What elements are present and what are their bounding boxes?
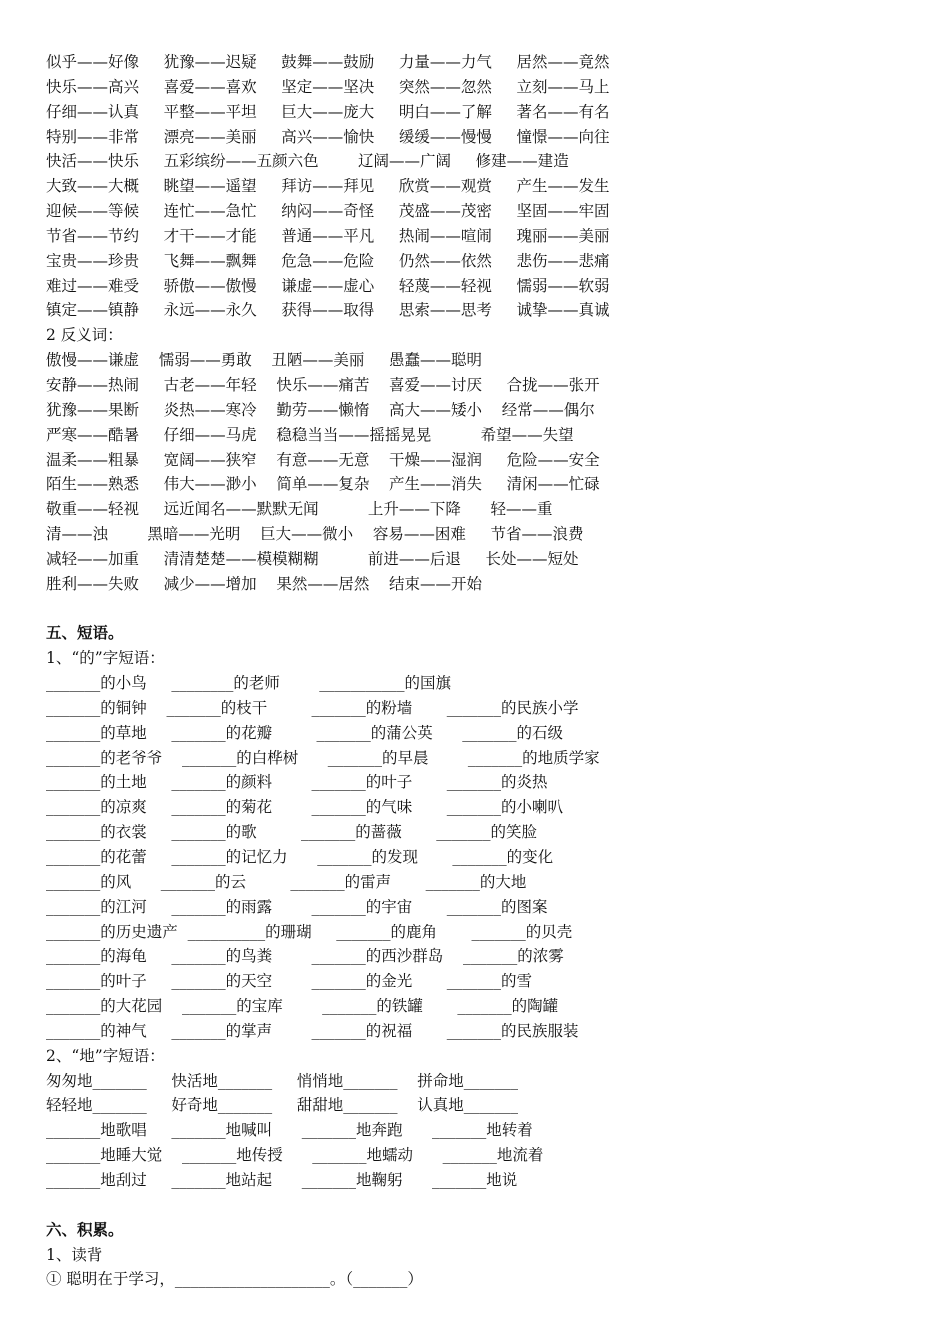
di-phrase-row: _______地刮过 _______地站起 _______地鞠躬 _______地说 <box>46 1170 518 1189</box>
section-five-heading: 五、短语。 <box>46 623 124 643</box>
di-phrase-row: _______地睡大觉 _______地传授 _______地蠕动 _______地流着 <box>46 1146 544 1165</box>
antonym-row: 严寒——酷暑 仔细——马虎 稳稳当当——摇摇晃晃 希望——失望 <box>46 425 574 444</box>
de-phrase-row: _______的铜钟 _______的枝干 _______的粉墙 _______的民族小学 <box>46 698 579 717</box>
de-phrase-row: _______的土地 _______的颜料 _______的叶子 _______的炎热 <box>46 773 548 792</box>
synonym-row: 快乐——高兴 喜爱——喜欢 坚定——坚决 突然——忽然 立刻——马上 <box>46 77 610 96</box>
antonym-row: 敬重——轻视 远近闻名——默默无闻 上升——下降 轻——重 <box>46 500 553 519</box>
antonym-row: 陌生——熟悉 伟大——渺小 简单——复杂 产生——消失 清闲——忙碌 <box>46 475 600 494</box>
antonym-row: 犹豫——果断 炎热——寒冷 勤劳——懒惰 高大——矮小 经常——偶尔 <box>46 400 595 419</box>
di-phrase-row: 匆匆地_______ 快活地_______ 悄悄地_______ 拼命地_______ <box>46 1071 518 1090</box>
synonym-row: 节省——节约 才干——才能 普通——平凡 热闹——喧闹 瑰丽——美丽 <box>46 226 610 245</box>
section-six-heading: 六、积累。 <box>46 1219 124 1239</box>
reading-fill-line: ① 聪明在于学习，____________________。（_______） <box>46 1270 423 1289</box>
synonym-row: 难过——难受 骄傲——傲慢 谦虚——虚心 轻蔑——轻视 懦弱——软弱 <box>46 276 610 295</box>
synonym-row: 迎候——等候 连忙——急忙 纳闷——奇怪 茂盛——茂密 坚固——牢固 <box>46 202 610 221</box>
antonyms-heading: 2 反义词： <box>46 326 123 345</box>
antonym-row: 温柔——粗暴 宽阔——狭窄 有意——无意 干燥——湿润 危险——安全 <box>46 450 600 469</box>
spacer <box>46 1193 926 1218</box>
di-phrase-list <box>46 1069 926 1193</box>
antonym-row: 安静——热闹 古老——年轻 快乐——痛苦 喜爱——讨厌 合拢——张开 <box>46 375 600 394</box>
antonym-list <box>46 348 926 596</box>
di-phrase-row: 轻轻地_______ 好奇地_______ 甜甜地_______ 认真地_______ <box>46 1096 518 1115</box>
de-phrase-row: _______的草地 _______的花瓣 _______的蒲公英 _______的石级 <box>46 723 564 742</box>
de-phrase-list <box>46 671 926 1044</box>
di-phrases-heading: 2、“地”字短语： <box>46 1046 165 1065</box>
de-phrase-row: _______的风 _______的云 _______的雷声 _______的大地 <box>46 872 527 891</box>
synonym-row: 仔细——认真 平整——平坦 巨大——庞大 明白——了解 著名——有名 <box>46 102 610 121</box>
de-phrase-row: _______的小鸟 ________的老师 ___________的国旗 <box>46 674 452 693</box>
synonym-row: 大致——大概 眺望——遥望 拜访——拜见 欣赏——观赏 产生——发生 <box>46 177 610 196</box>
synonym-row: 镇定——镇静 永远——永久 获得——取得 思索——思考 诚挚——真诚 <box>46 301 610 320</box>
spacer <box>46 597 926 622</box>
reading-heading: 1、读背 <box>46 1245 103 1264</box>
document-page <box>46 50 926 1292</box>
de-phrase-row: _______的神气 _______的掌声 _______的祝福 _______的民族服装 <box>46 1021 579 1040</box>
synonym-list <box>46 50 926 323</box>
antonym-row: 清——浊 黑暗——光明 巨大——微小 容易——困难 节省——浪费 <box>46 525 584 544</box>
synonym-row: 似乎——好像 犹豫——迟疑 鼓舞——鼓励 力量——力气 居然——竟然 <box>46 53 610 71</box>
de-phrase-row: _______的历史遗产 __________的珊瑚 _______的鹿角 _______的贝壳 <box>46 922 573 941</box>
de-phrases-heading: 1、“的”字短语： <box>46 649 165 668</box>
de-phrase-row: _______的花蕾 _______的记忆力 _______的发现 _______的变化 <box>46 848 554 866</box>
di-phrase-row: _______地歌唱 _______地喊叫 _______地奔跑 _______地转着 <box>46 1121 533 1140</box>
de-phrase-row: _______的大花园 _______的宝库 _______的铁罐 _______的陶罐 <box>46 997 559 1016</box>
antonym-row: 胜利——失败 减少——增加 果然——居然 结束——开始 <box>46 574 483 593</box>
synonym-row: 宝贵——珍贵 飞舞——飘舞 危急——危险 仍然——依然 悲伤——悲痛 <box>46 251 610 270</box>
synonym-row: 特别——非常 漂亮——美丽 高兴——愉快 缓缓——慢慢 憧憬——向往 <box>46 127 610 146</box>
de-phrase-row: _______的衣裳 _______的歌 _______的蔷薇 _______的笑脸 <box>46 823 537 842</box>
de-phrase-row: _______的老爷爷 _______的白桦树 _______的早晨 _______的地质学家 <box>46 748 600 767</box>
de-phrase-row: _______的凉爽 _______的菊花 _______的气味 _______的小喇叭 <box>46 798 564 817</box>
antonym-row: 减轻——加重 清清楚楚——模模糊糊 前进——后退 长处——短处 <box>46 549 579 568</box>
de-phrase-row: _______的海龟 _______的鸟粪 _______的西沙群岛 _______的浓雾 <box>46 947 564 966</box>
antonym-row: 傲慢——谦虚 懦弱——勇敢 丑陋——美丽 愚蠢——聪明 <box>46 351 483 370</box>
synonym-row: 快活——快乐 五彩缤纷——五颜六色 辽阔——广阔 修建——建造 <box>46 152 569 171</box>
de-phrase-row: _______的叶子 _______的天空 _______的金光 _______的雪 <box>46 972 533 991</box>
de-phrase-row: _______的江河 _______的雨露 _______的宇宙 _______的图案 <box>46 897 548 916</box>
